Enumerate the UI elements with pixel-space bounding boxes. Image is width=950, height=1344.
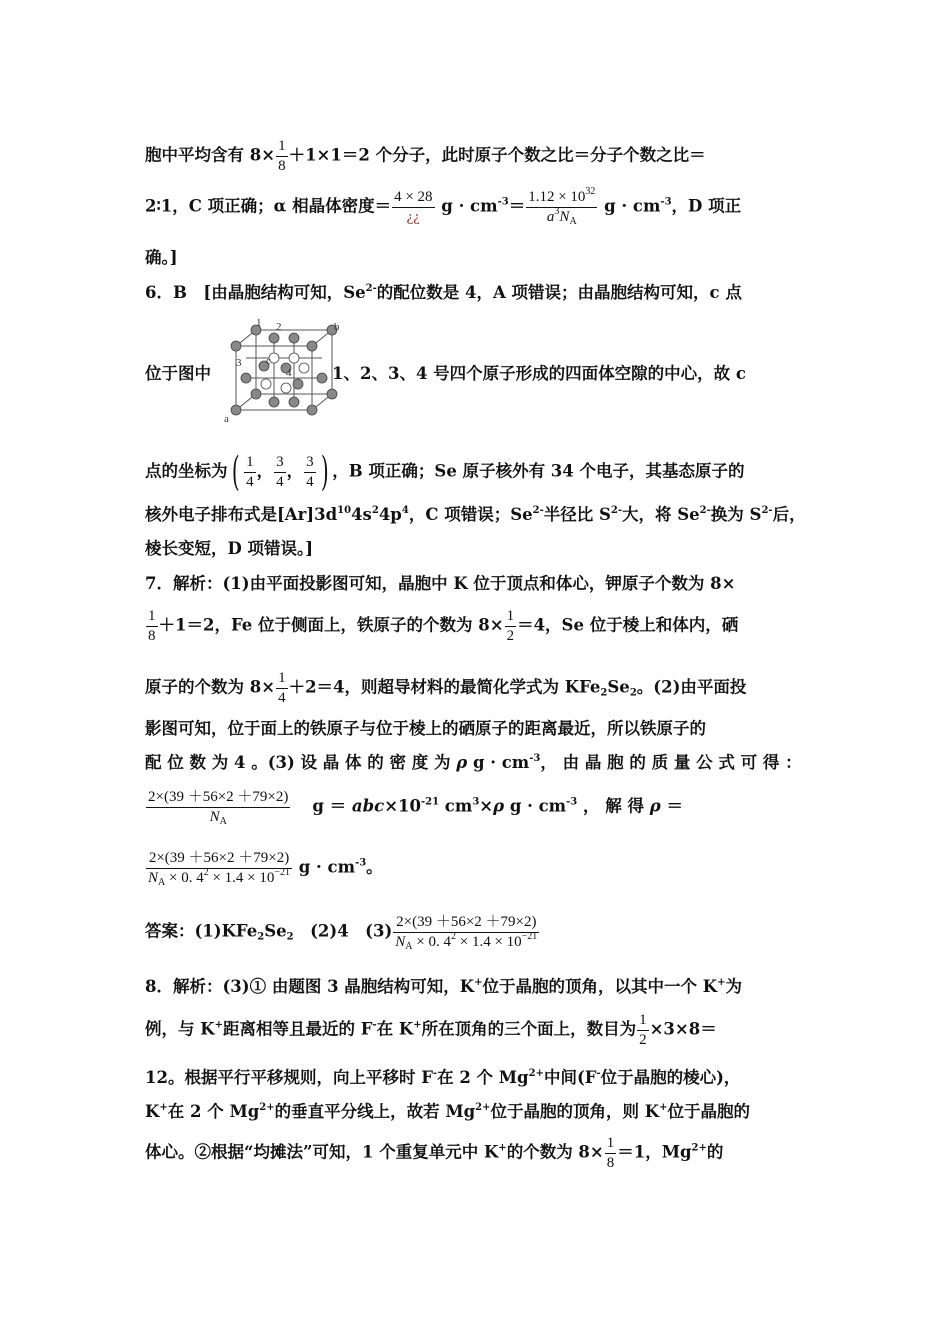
text-line-17: 8．解析：(3)① 由题图 3 晶胞结构可知，K+位于晶胞的顶角，以其中一个 K+为 (145, 977, 743, 996)
text-line-5: 位于图中 1、2、3、4 号四个原子形成的四面体空隙的中心，故 c (145, 364, 746, 383)
fraction: $\frac{1.12 \times 10^{32}}{a^3N_A}$ (528, 186, 596, 227)
text-line-3: 确。] (145, 248, 178, 267)
text-line-18: 例，与 K+距离相等且最近的 F-在 K+所在顶角的三个面上，数目为 $\frac{1}{2}$ ×3×8＝ (145, 1012, 717, 1048)
text-line-1 (145, 138, 810, 174)
svg-text:4: 4 (286, 367, 292, 379)
text-line-8: 棱长变短，D 项错误。] (145, 539, 314, 558)
text-line-12: 影图可知，位于面上的铁原子与位于棱上的硒原子的距离最近，所以铁原子的 (145, 719, 706, 738)
svg-text:c: c (266, 355, 271, 367)
text: ＋1×1＝2 个分子，此时原子个数之比＝分子个数之比＝ (288, 145, 706, 165)
fraction: $\frac{1}{8}$ (278, 138, 286, 174)
text-line-7: 核外电子排布式是$[Ar]3d^{10}4s^24p^4$，C 项错误；$Se^{2-}$半径比 $S^{2-}$大，将 $Se^{2-}$换为 $S^{2-}$后， (145, 505, 806, 524)
text-line-9: 7．解析：(1)由平面投影图可知，晶胞中 K 位于顶点和体心，钾原子个数为 8× (145, 574, 736, 593)
answer-line: 答案：$(1)KFe_2Se_2$ (2)4 (3) $\frac{2\times(39 +56\times 2 +79\times 2)}{N_A \times 0. 4^2 \times 1.4 \times 10^{-21}}$ (145, 914, 538, 952)
text-line-4: 6．B [由晶胞结构可知，$Se^{2-}$的配位数是 4，A 项错误；由晶胞结构可知，c 点 (145, 283, 742, 302)
text-line-19: 12。根据平行平移规则，向上平移时 F-在 2 个 $Mg^{2+}$中间(F-位于晶胞的棱心)， (145, 1068, 741, 1087)
text-line-14: $\frac{2\times(39 +56\times 2 +79\times 2)}{N_A}$ $g = abc\times 10^{-21}$ $cm^3\times\rho$ $g \cdot cm^{-3}$ ， 解 得 ρ ＝ (148, 789, 683, 827)
text-line-21: 体心。②根据“均摊法”可知，1 个重复单元中 K+的个数为 8× $\frac{1}{8}$ ＝1，$Mg^{2+}$的 (145, 1135, 724, 1171)
text-line-15: $\frac{2\times(39 +56\times 2 +79\times 2)}{N_A \times 0. 4^2 \times 1.4 \times 10^{-21}}$ $g \cdot cm^{-3}$。 (148, 850, 383, 888)
text-line-20: K+在 2 个 $Mg^{2+}$的垂直平分线上，故若 $Mg^{2+}$位于晶胞的顶角，则 K+位于晶胞的 (145, 1102, 750, 1121)
text-line-6: 点的坐标为( $\frac{1}{4}$ ， $\frac{3}{4}$ ， $\frac{3}{4}$ ) ，B 项正确；Se 原子核外有 34 个电子，其基态原子的 (145, 449, 745, 495)
text-line-2: 2∶1，C 项正确；α 相晶体密度＝ $\frac{4 \times 28}{¿¿}$ $g \cdot cm^{-3}=$ $\frac{1.12 \times 10^{32}}{a^3N_A}$ $g \cdot cm^{-3}$，D 项正 (145, 186, 742, 227)
svg-text:a: a (224, 413, 229, 425)
svg-text:b: b (334, 321, 340, 333)
svg-text:3: 3 (236, 357, 242, 369)
text-line-13: 配 位 数 为 4 。(3) 设 晶 体 的 密 度 为 ρ $g \cdot cm^{-3}$， 由 晶 胞 的 质 量 公 式 可 得 ： (145, 753, 802, 772)
svg-text:1: 1 (256, 318, 262, 329)
svg-text:2: 2 (276, 321, 282, 333)
fraction: $\frac{4 \times 28}{¿¿}$ (394, 189, 433, 225)
crystal-cell-diagram (220, 318, 340, 428)
text: 胞中平均含有 8× (145, 145, 276, 165)
text-line-10: $\frac{1}{8}$ ＋1＝2，Fe 位于侧面上，铁原子的个数为 8× $\frac{1}{2}$ ＝4，Se 位于棱上和体内，硒 (148, 608, 739, 644)
text-line-11: 原子的个数为 8× $\frac{1}{4}$ ＋2＝4，则超导材料的最简化学式为 $KFe_2Se_2$。(2)由平面投 (145, 670, 747, 706)
